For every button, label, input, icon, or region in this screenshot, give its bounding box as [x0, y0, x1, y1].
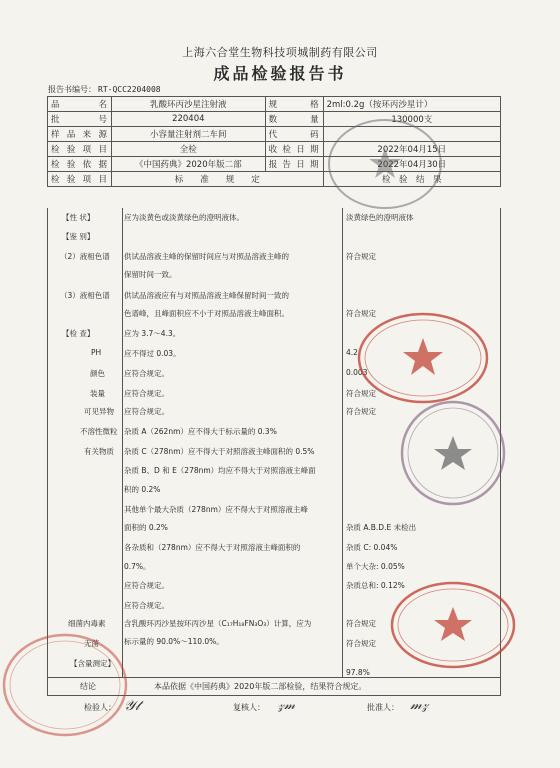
conclusion-text: 本品依据《中国药典》2020年版二部检验，结果符合规定。 — [154, 682, 367, 691]
row-standard: 应不得过 0.03。 — [124, 349, 181, 358]
row-standard: 积的 0.2% — [124, 485, 161, 494]
row-result: 0.003 — [346, 368, 368, 377]
report-date-value: 2022年04月30日 — [323, 157, 500, 172]
row-item: 可见异物 — [84, 407, 114, 416]
row-item: 不溶性微粒 — [80, 427, 118, 436]
reviewer-label: 复核人： — [233, 703, 265, 712]
row-result: 符合规定 — [346, 407, 376, 416]
row-standard: 供试品溶液应有与对照品溶液主峰保留时间一致的 — [124, 291, 289, 300]
product-value: 乳酸环丙沙星注射液 — [111, 97, 265, 112]
row-result: 杂质总和: 0.12% — [346, 581, 405, 590]
item-value: 全检 — [111, 142, 265, 157]
qty-value: 130000支 — [323, 112, 500, 127]
row-standard: 应为 3.7～4.3。 — [124, 329, 181, 338]
row-standard: 含乳酸环丙沙星按环丙沙星（C₁₇H₁₈FN₃O₃）计算，应为 — [124, 619, 312, 628]
recv-label: 收检日期 — [268, 145, 319, 155]
row-standard: 其他单个最大杂质（278nm）应不得大于对照溶液主峰 — [124, 505, 308, 514]
divider — [342, 208, 343, 677]
reviewer-signature: 𝓏𝓂 — [278, 698, 296, 713]
row-standard: 应为淡黄色或淡黄绿色的澄明液体。 — [124, 213, 244, 222]
source-value: 小容量注射剂二车间 — [111, 127, 265, 142]
row-standard: 应符合规定。 — [124, 407, 169, 416]
batch-label: 批号 — [51, 115, 107, 125]
row-item: 无菌 — [84, 639, 99, 648]
row-standard: 面积的 0.2% — [124, 523, 168, 532]
row-result: 符合规定 — [346, 252, 376, 261]
row-standard: 色谱峰，且峰面积应不小于对照品溶液主峰面积。 — [124, 309, 289, 318]
code-label: 代码 — [268, 130, 319, 140]
row-standard: 0.7%。 — [124, 562, 151, 571]
row-standard: 保留时间一致。 — [124, 270, 177, 279]
row-result: 杂质 C: 0.04% — [346, 543, 398, 552]
row-standard: 应符合规定。 — [124, 601, 169, 610]
item-label: 检验项目 — [51, 145, 107, 155]
row-standard: 标示量的 90.0%～110.0%。 — [124, 637, 224, 646]
row-result: 符合规定 — [346, 639, 376, 648]
product-label: 品名 — [51, 100, 107, 110]
row-standard: 供试品溶液主峰的保留时间应与对照品溶液主峰的 — [124, 252, 289, 261]
row-standard: 应符合规定。 — [124, 581, 169, 590]
col-std-header: 标 准 规 定 — [111, 172, 323, 187]
inspector-label: 检验人： — [84, 703, 116, 712]
row-item: 【含量测定】 — [70, 659, 115, 668]
recv-value: 2022年04月15日 — [323, 142, 500, 157]
row-item: PH — [91, 348, 102, 357]
company-name: 上海六合堂生物科技项城制药有限公司 — [182, 46, 378, 59]
conclusion-row — [47, 678, 501, 696]
row-result: 符合规定 — [346, 309, 376, 318]
row-item: 【鉴 别】 — [62, 232, 95, 241]
report-number-value: RT-QCC2204008 — [98, 85, 161, 94]
batch-value: 220404 — [111, 112, 265, 127]
spec-label: 规格 — [268, 100, 319, 110]
basis-value: 《中国药典》2020年版二部 — [111, 157, 265, 172]
row-item: 【检 查】 — [62, 329, 95, 338]
row-result: 单个大杂: 0.05% — [346, 562, 405, 571]
row-result: 符合规定 — [346, 389, 376, 398]
row-standard: 杂质 A（262nm）应不得大于标示量的 0.3% — [124, 427, 277, 436]
conclusion-label: 结论 — [80, 682, 96, 691]
report-date-label: 报告日期 — [268, 160, 319, 170]
report-number — [48, 84, 161, 95]
code-value — [323, 127, 500, 142]
row-item: （2）液相色谱 — [60, 252, 110, 261]
header-table — [47, 96, 501, 187]
col-result-header: 检 验 结 果 — [323, 172, 500, 187]
row-item: 有关物质 — [84, 447, 114, 456]
report-number-label: 报告书编号： — [48, 85, 96, 94]
row-standard: 杂质 B、D 和 E（278nm）均应不得大于对照溶液主峰面 — [124, 466, 316, 475]
row-result: 97.8% — [346, 668, 370, 677]
row-result: 符合规定 — [346, 619, 376, 628]
basis-label: 检验依据 — [51, 160, 107, 170]
row-result: 淡黄绿色的澄明液体 — [346, 213, 414, 222]
row-result: 4.2 — [346, 348, 358, 357]
inspector-signature: 𝒴𝓉 — [124, 698, 140, 714]
spec-value: 2ml:0.2g（按环丙沙星计） — [323, 97, 500, 112]
divider — [122, 208, 123, 677]
source-label: 样品来源 — [51, 130, 107, 140]
results-table — [47, 208, 501, 678]
row-item: 装量 — [90, 389, 105, 398]
row-item: 细菌内毒素 — [68, 619, 106, 628]
row-item: 【性 状】 — [62, 213, 95, 222]
approver-label: 批准人： — [367, 703, 399, 712]
row-item: （3）液相色谱 — [60, 291, 110, 300]
page-title: 成品检验报告书 — [213, 64, 347, 83]
row-standard: 杂质 C（278nm）应不得大于对照溶液主峰面积的 0.5% — [124, 447, 315, 456]
row-item: 颜色 — [90, 369, 105, 378]
row-standard: 应符合规定。 — [124, 369, 169, 378]
row-standard: 应符合规定。 — [124, 389, 169, 398]
qty-label: 数量 — [268, 115, 319, 125]
row-result: 杂质 A.B.D.E 未检出 — [346, 523, 417, 532]
col-item-header: 检验项目 — [51, 175, 107, 185]
row-standard: 各杂质和（278nm）应不得大于对照溶液主峰面积的 — [124, 543, 301, 552]
approver-signature: 𝓂𝓏 — [410, 697, 429, 713]
